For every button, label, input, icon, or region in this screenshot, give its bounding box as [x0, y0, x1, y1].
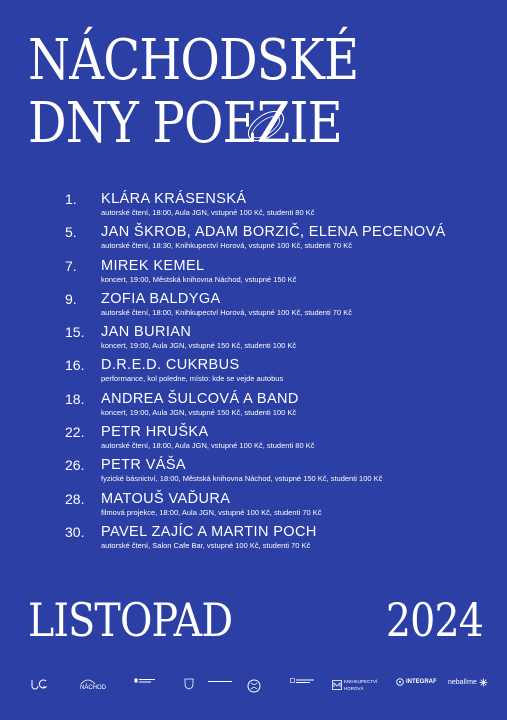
event-name: ANDREA ŠULCOVÁ A BAND [101, 390, 299, 407]
event-item [65, 190, 505, 223]
event-details: filmová projekce, 18:00, Aula JGN, vstupné 100 Kč, studenti 70 Kč [101, 507, 322, 517]
event-item [65, 356, 505, 389]
event-day: 5. [65, 224, 77, 241]
knihkupectvi-logo [332, 678, 378, 694]
event-item [65, 523, 505, 556]
year-label: 2024 [385, 593, 483, 647]
event-item [65, 323, 505, 356]
event-name: PETR HRUŠKA [101, 424, 209, 441]
month-label: LISTOPAD [28, 593, 233, 647]
event-day: 16. [65, 357, 85, 374]
event-day: 18. [65, 390, 85, 407]
nachod-logo [80, 678, 106, 694]
event-name: MIREK KEMEL [101, 257, 205, 274]
event-day: 1. [65, 191, 77, 207]
event-name: ZOFIA BALDYGA [101, 290, 221, 307]
event-name: PAVEL ZAJÍC A MARTIN POCH [101, 523, 317, 540]
integraf-logo-text: INTEGRAF [406, 678, 437, 685]
event-details: koncert, 19:00, Aula JGN, vstupné 150 Kč, studenti 100 Kč [101, 341, 297, 351]
event-day: 22. [65, 424, 85, 441]
integraf-logo [396, 678, 437, 694]
event-day: 7. [65, 257, 77, 274]
event-details: autorské čtení, 18:00, Knihkupectví Horová, vstupné 100 Kč, studenti 70 Kč [101, 307, 352, 317]
event-details: autorské čtení, 18:00, Aula JGN, vstupné 100 Kč, studenti 80 Kč [101, 441, 315, 451]
event-list [65, 190, 505, 556]
jg-logo-icon [30, 678, 48, 694]
event-day: 9. [65, 290, 77, 307]
event-details: koncert, 19:00, Aula JGN, vstupné 150 Kč, studenti 100 Kč [101, 407, 297, 417]
event-day: 26. [65, 457, 85, 474]
event-details: autorské čtení, Salon Cafe Bar, vstupné 100 Kč, studenti 70 Kč [101, 540, 311, 550]
region-logo-icon [134, 678, 156, 694]
emblem-logo-icon [246, 678, 262, 694]
square-logo-icon [290, 678, 316, 694]
nachod-logo-text: NÁCHOD [80, 685, 107, 691]
event-details: koncert, 19:00, Městská knihovna Náchod, vstupné 150 Kč [101, 274, 297, 284]
event-day: 15. [65, 324, 85, 341]
shield-logo-icon [184, 678, 194, 694]
event-details: fyzické básnictví, 18:00, Městská knihovna Náchod, vstupné 150 Kč, studenti 100 Kč [101, 474, 383, 484]
event-item [65, 257, 505, 290]
nebalime-logo [448, 678, 488, 694]
event-day: 30. [65, 523, 85, 540]
nebalime-logo-text: nebalíme [448, 679, 477, 686]
event-item [65, 423, 505, 456]
event-details: autorské čtení, 18:00, Aula JGN, vstupné 100 Kč, studenti 80 Kč [101, 208, 315, 217]
event-name: PETR VÁŠA [101, 457, 186, 474]
event-item [65, 490, 505, 523]
sponsor-logos [0, 670, 507, 700]
event-name: D.R.E.D. CUKRBUS [101, 357, 240, 374]
swirl-ornament-icon [236, 96, 292, 158]
event-name: KLÁRA KRÁSENSKÁ [101, 191, 247, 207]
event-name: JAN BURIAN [101, 324, 192, 341]
event-name: MATOUŠ VAĎURA [101, 490, 231, 507]
event-item [65, 290, 505, 323]
event-details: autorské čtení, 18:30, Knihkupectví Horová, vstupné 100 Kč, studenti 70 Kč [101, 241, 352, 251]
event-item [65, 456, 505, 489]
event-day: 28. [65, 490, 85, 507]
title-line-2: DNY POEZIE [28, 91, 342, 156]
title-line-1: NÁCHODSKÉ [28, 28, 359, 93]
knihkupectvi-logo-text: KNIHKUPECTVÍ HOROVÁ [344, 679, 378, 691]
event-details: performance, kol poledne, místo: kde se vejde autobus [101, 374, 284, 384]
event-item [65, 223, 505, 256]
small-text-logo-icon [208, 678, 234, 694]
event-item [65, 390, 505, 423]
event-name: JAN ŠKROB, ADAM BORZIČ, ELENA PECENOVÁ [101, 224, 446, 241]
